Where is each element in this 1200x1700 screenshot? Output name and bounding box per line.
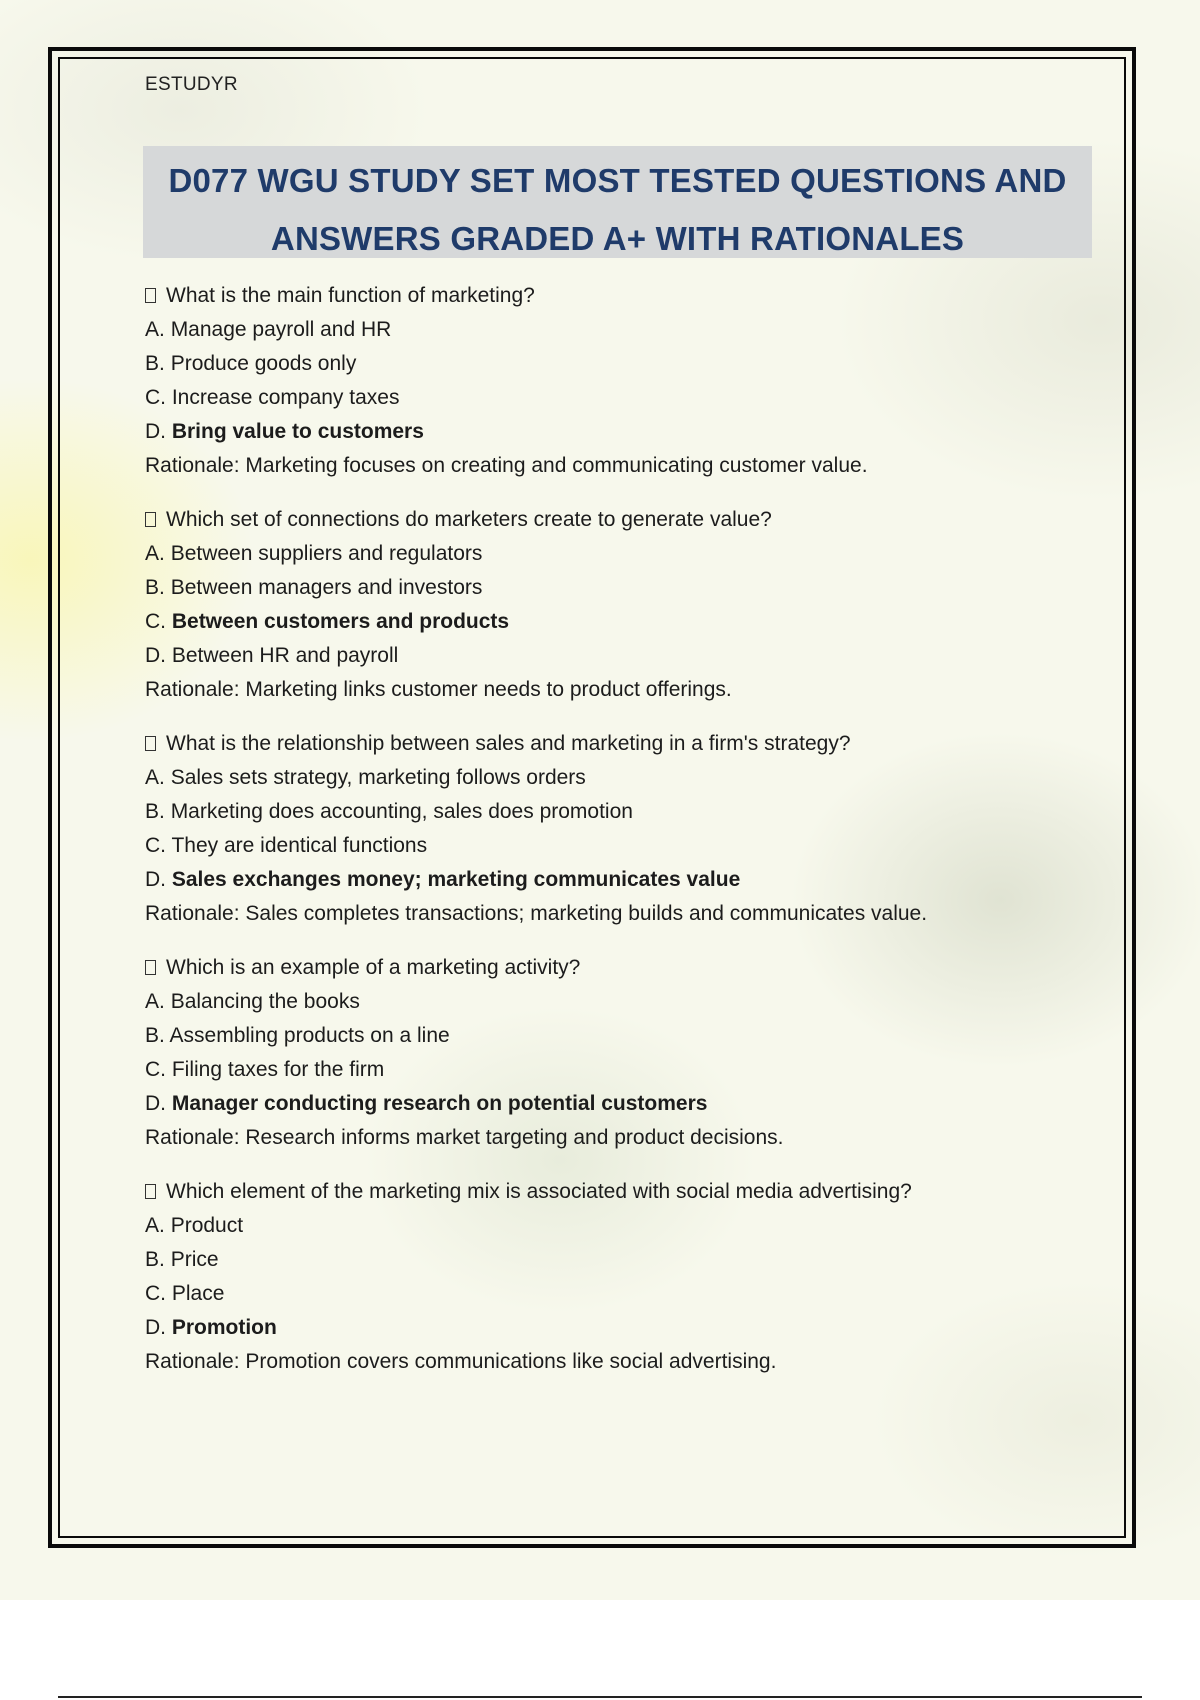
answer-option: A. Between suppliers and regulators xyxy=(145,542,483,565)
answer-option: A. Balancing the books xyxy=(145,990,360,1013)
correct-answer-option: D. Sales exchanges money; marketing communicates value xyxy=(145,868,741,891)
question-bullet-icon xyxy=(145,288,156,303)
question-text: Which is an example of a marketing activity? xyxy=(145,951,1085,985)
answer-option: B. Marketing does accounting, sales does promotion xyxy=(145,800,633,823)
correct-answer-option: D. Bring value to customers xyxy=(145,420,424,443)
question-text: What is the main function of marketing? xyxy=(145,279,1085,313)
answer-option: A. Product xyxy=(145,1214,244,1237)
question-list xyxy=(145,279,1085,1399)
correct-answer-option: C. Between customers and products xyxy=(145,610,510,633)
question-block xyxy=(145,279,1085,483)
rationale-text: Rationale: Promotion covers communications like social advertising. xyxy=(145,1350,777,1373)
answer-option: B. Price xyxy=(145,1248,219,1271)
question-block xyxy=(145,503,1085,707)
question-bullet-icon xyxy=(145,1184,156,1199)
correct-answer-option: D. Promotion xyxy=(145,1316,277,1339)
question-text: What is the relationship between sales and marketing in a firm's strategy? xyxy=(145,727,1085,761)
answer-option: B. Assembling products on a line xyxy=(145,1024,450,1047)
rationale-text: Rationale: Marketing focuses on creating and communicating customer value. xyxy=(145,454,868,477)
title-line-2: ANSWERS GRADED A+ WITH RATIONALES xyxy=(270,220,965,257)
correct-answer-option: D. Manager conducting research on potential customers xyxy=(145,1092,708,1115)
question-text: Which element of the marketing mix is associated with social media advertising? xyxy=(145,1175,1085,1209)
question-block xyxy=(145,727,1085,931)
answer-option: B. Produce goods only xyxy=(145,352,357,375)
question-bullet-icon xyxy=(145,960,156,975)
question-block xyxy=(145,1175,1085,1379)
brand-label: ESTUDYR xyxy=(145,74,238,95)
answer-option: A. Manage payroll and HR xyxy=(145,318,392,341)
rationale-text: Rationale: Marketing links customer needs to product offerings. xyxy=(145,678,732,701)
question-text: Which set of connections do marketers create to generate value? xyxy=(145,503,1085,537)
answer-option: D. Between HR and payroll xyxy=(145,644,399,667)
answer-option: A. Sales sets strategy, marketing follows orders xyxy=(145,766,586,789)
answer-option: C. Increase company taxes xyxy=(145,386,400,409)
title-line-1: D077 WGU STUDY SET MOST TESTED QUESTIONS AND xyxy=(168,162,1067,199)
document-title xyxy=(143,146,1092,258)
answer-option: C. They are identical functions xyxy=(145,834,428,857)
rationale-text: Rationale: Research informs market targeting and product decisions. xyxy=(145,1126,784,1149)
question-bullet-icon xyxy=(145,736,156,751)
question-block xyxy=(145,951,1085,1155)
question-bullet-icon xyxy=(145,512,156,527)
answer-option: C. Place xyxy=(145,1282,225,1305)
footer-divider xyxy=(58,1696,1142,1698)
rationale-text: Rationale: Sales completes transactions; marketing builds and communicates value. xyxy=(145,902,928,925)
answer-option: C. Filing taxes for the firm xyxy=(145,1058,385,1081)
answer-option: B. Between managers and investors xyxy=(145,576,483,599)
